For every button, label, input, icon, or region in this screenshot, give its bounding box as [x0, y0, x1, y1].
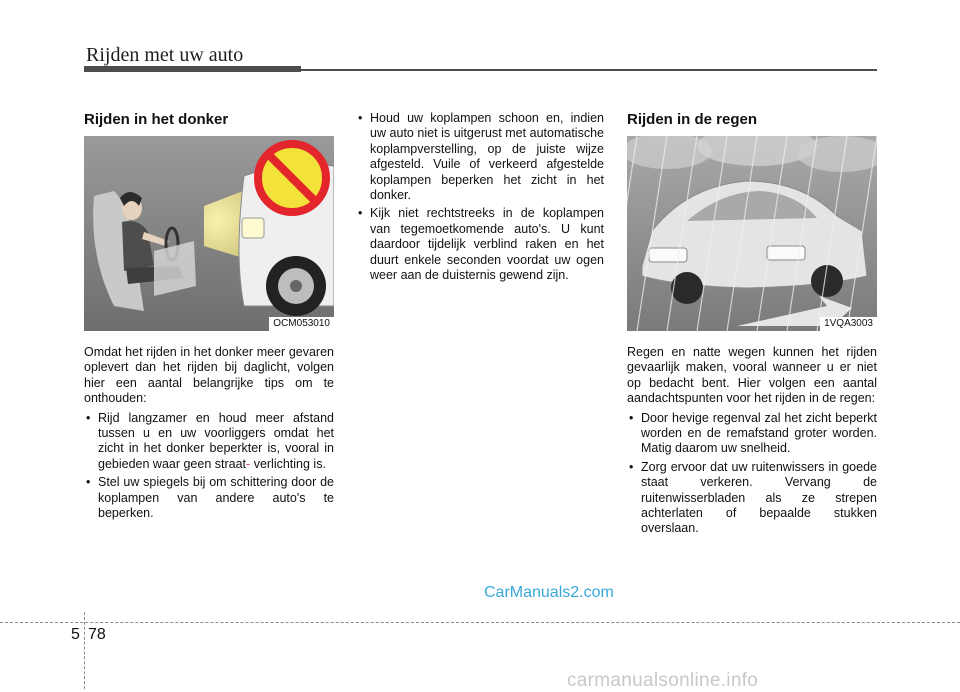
header-rule-thin — [301, 69, 877, 71]
figure-label-1vqa3003: 1VQA3003 — [820, 317, 877, 331]
rain-driving-illustration — [627, 136, 877, 331]
footer-vertical-rule — [84, 612, 85, 689]
page-section-number: 5 — [71, 626, 80, 643]
figure-night-driving — [84, 136, 334, 331]
section-heading-dark: Rijden in het donker — [84, 111, 229, 128]
page-header-title: Rijden met uw auto — [86, 44, 244, 66]
header-rule-thick — [84, 66, 301, 72]
right-column-text — [627, 345, 877, 540]
figure-rain-driving — [627, 136, 877, 331]
footer-rule — [0, 622, 960, 623]
right-intro-paragraph: Regen en natte wegen kunnen het rijden gevaarlijk maken, vooral wanneer u er niet op bedacht bent. Hier volgen een aantal aandachtspunten voor het rijden in de regen: — [627, 345, 877, 406]
middle-bullet-list — [356, 111, 604, 283]
list-item: • Door hevige regenval zal het zicht beperkt worden en de remafstand groter worden. Matig daarom uw snelheid. — [627, 411, 877, 457]
left-intro-paragraph: Omdat het rijden in het donker meer gevaren oplevert dan het rijden bij daglicht, volgen hier een aantal belangrijke tips om te onthouden: — [84, 345, 334, 406]
left-bullet-list — [84, 411, 334, 522]
list-item: • Houd uw koplampen schoon en, indien uw auto niet is uitgerust met automatische koplampverstelling, op de juiste wijze afgesteld. Vuile of verkeerd afgestelde koplampen beperken het zicht in het donker. — [356, 111, 604, 203]
watermark-link[interactable]: CarManuals2.com — [484, 584, 614, 601]
page-number: 78 — [88, 626, 106, 643]
section-heading-rain: Rijden in de regen — [627, 111, 758, 128]
night-driving-illustration — [84, 136, 334, 331]
figure-label-ocm053010: OCM053010 — [269, 317, 334, 331]
left-column-text — [84, 345, 334, 524]
right-bullet-list — [627, 411, 877, 537]
hyphen-mark: - — [246, 456, 251, 471]
list-item: • Stel uw spiegels bij om schittering door de koplampen van andere auto's te beperken. — [84, 475, 334, 521]
footer-site-watermark: carmanualsonline.info — [567, 670, 759, 691]
middle-column-text — [356, 111, 604, 286]
list-item: • Zorg ervoor dat uw ruitenwissers in goede staat verkeren. Vervang de ruitenwisserbladen als ze strepen achterlaten of bepaalde stukken overslaan. — [627, 460, 877, 537]
prohibition-sign-icon — [258, 144, 326, 212]
list-item: • Kijk niet rechtstreeks in de koplampen van tegemoetkomende auto's. U kunt daardoor tijdelijk verblind raken en het duurt enkele seconden voordat uw ogen weer aan de duisternis gewend zijn. — [356, 206, 604, 283]
list-item: • Rijd langzamer en houd meer afstand tussen u en uw voorliggers omdat het zicht in het donker beperkter is, vooral in gebieden waar geen straat- verlichting is. — [84, 411, 334, 473]
